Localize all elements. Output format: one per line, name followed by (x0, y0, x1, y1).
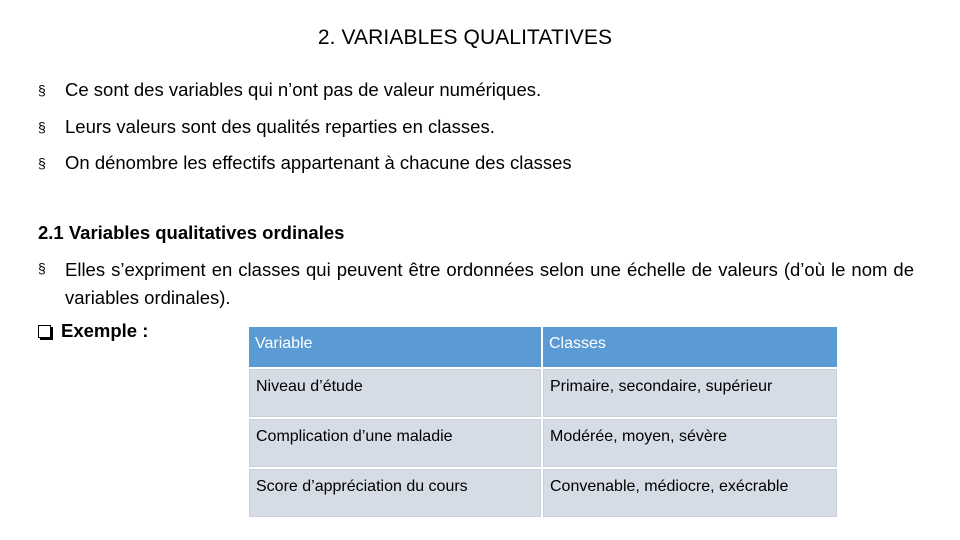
bullet-item (38, 115, 572, 152)
section-title: 2.1 Variables qualitatives ordinales (38, 222, 345, 243)
example-label-text: Exemple : (61, 320, 149, 341)
table-cell: Score d’appréciation du cours (249, 469, 541, 517)
table-cell: Complication d’une maladie (249, 419, 541, 467)
bullet-text: Leurs valeurs sont des qualités reparties en classes. (65, 115, 495, 137)
table-cell: Niveau d’étude (249, 369, 541, 417)
table-header-cell: Classes (543, 327, 837, 367)
section-bullet (38, 256, 914, 312)
table-cell: Primaire, secondaire, supérieur (543, 369, 837, 417)
table-row (249, 419, 837, 467)
bullet-list (38, 78, 572, 188)
example-label (38, 320, 148, 342)
table-row (249, 469, 837, 517)
table-cell: Modérée, moyen, sévère (543, 419, 837, 467)
section-bullet-text: Elles s’expriment en classes qui peuvent être ordonnées selon une échelle de valeurs (d’où le nom de variables ordinales). (65, 259, 914, 308)
bullet-text: Ce sont des variables qui n’ont pas de valeur numériques. (65, 79, 542, 100)
bullet-item (38, 151, 572, 188)
table-header-cell: Variable (249, 327, 541, 367)
bullet-item (38, 78, 572, 115)
bullet-marker: § (38, 82, 46, 98)
table-header-row (249, 327, 837, 367)
bullet-marker: § (38, 118, 46, 135)
table-cell: Convenable, médiocre, exécrable (543, 469, 837, 517)
bullet-marker: § (38, 155, 46, 171)
checkbox-bullet-icon (38, 325, 51, 338)
bullet-marker: § (38, 260, 46, 276)
table-row (249, 369, 837, 417)
classes-table (247, 325, 839, 519)
slide-title: 2. VARIABLES QUALITATIVES (317, 26, 613, 49)
bullet-text: On dénombre les effectifs appartenant à chacune des classes (65, 152, 572, 173)
